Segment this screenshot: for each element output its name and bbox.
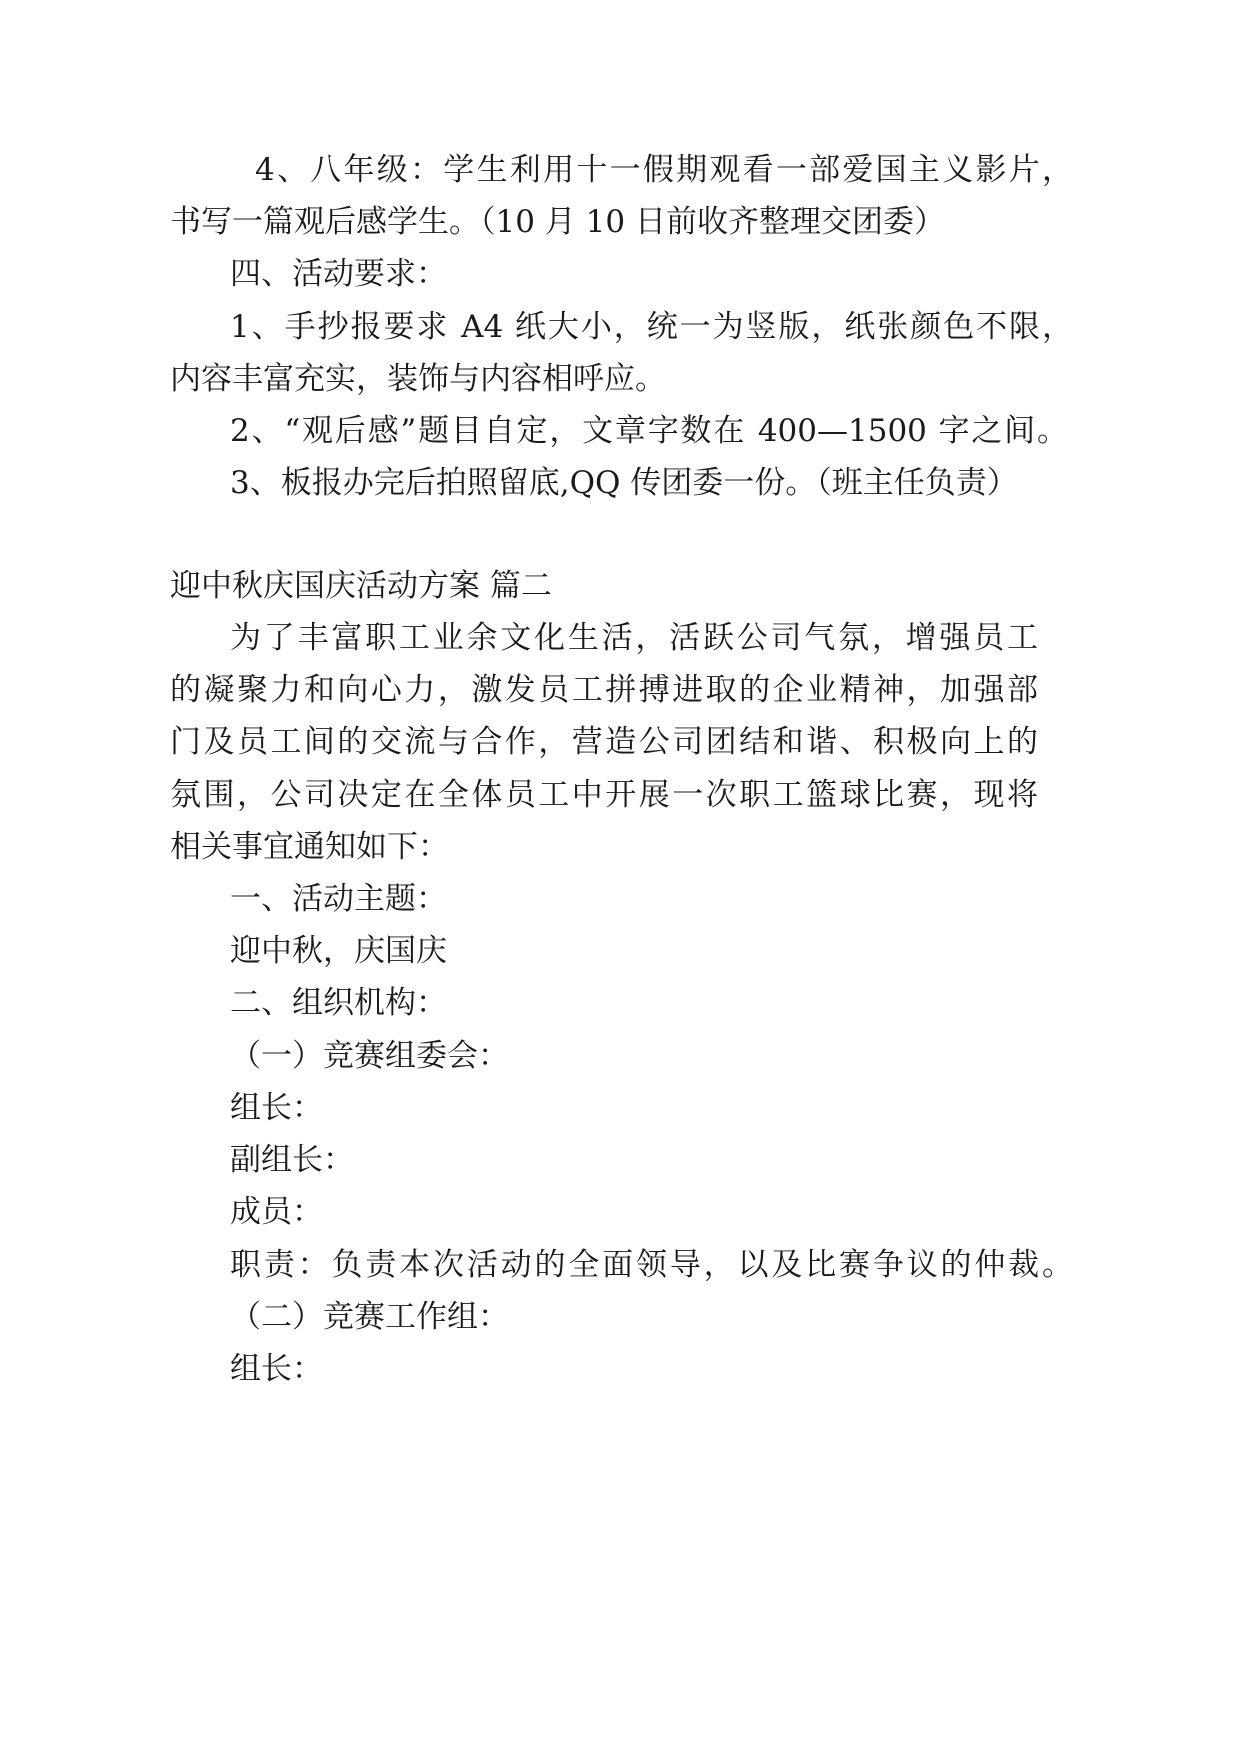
paragraph-line-4: 内容丰富充实，装饰与内容相呼应。 bbox=[170, 361, 666, 397]
paragraph-line-6: 3、板报办完后拍照留底,QQ 传团委一份。（班主任负责） bbox=[230, 465, 1018, 501]
committee-duties: 职责：负责本次活动的全面领导，以及比赛争议的仲裁。 bbox=[230, 1247, 1073, 1283]
section-title: 迎中秋庆国庆活动方案 篇二 bbox=[170, 568, 552, 604]
committee-deputy-leader: 副组长： bbox=[230, 1142, 354, 1178]
committee-members: 成员： bbox=[230, 1194, 323, 1230]
paragraph-line-2: 书写一篇观后感学生。（10 月 10 日前收齐整理交团委） bbox=[170, 204, 945, 240]
paragraph-line-1: 4、八年级：学生利用十一假期观看一部爱国主义影片， bbox=[255, 152, 1073, 188]
paragraph-line-10: 氛围，公司决定在全体员工中开展一次职工篮球比赛，现将 bbox=[170, 777, 1038, 813]
paragraph-line-7: 为了丰富职工业余文化生活，活跃公司气氛，增强员工 bbox=[230, 620, 1038, 656]
paragraph-line-8: 的凝聚力和向心力，激发员工拼搏进取的企业精神，加强部 bbox=[170, 672, 1038, 708]
section-heading-theme: 一、活动主题： bbox=[230, 881, 447, 917]
section-heading-organization: 二、组织机构： bbox=[230, 985, 447, 1021]
working-group-leader: 组长： bbox=[230, 1351, 323, 1387]
paragraph-line-3: 1、手抄报要求 A4 纸大小，统一为竖版，纸张颜色不限， bbox=[230, 309, 1073, 345]
paragraph-line-9: 门及员工间的交流与合作，营造公司团结和谐、积极向上的 bbox=[170, 724, 1038, 760]
section-heading-requirements: 四、活动要求： bbox=[230, 256, 447, 292]
subheading-committee: （一）竞赛组委会： bbox=[230, 1038, 509, 1074]
paragraph-line-5: 2、“观后感”题目自定，文章字数在 400—1500 字之间。 bbox=[230, 413, 1068, 449]
paragraph-line-11: 相关事宜通知如下： bbox=[170, 829, 449, 865]
committee-leader: 组长： bbox=[230, 1090, 323, 1126]
theme-text: 迎中秋，庆国庆 bbox=[230, 933, 447, 969]
subheading-working-group: （二）竞赛工作组： bbox=[230, 1299, 509, 1335]
